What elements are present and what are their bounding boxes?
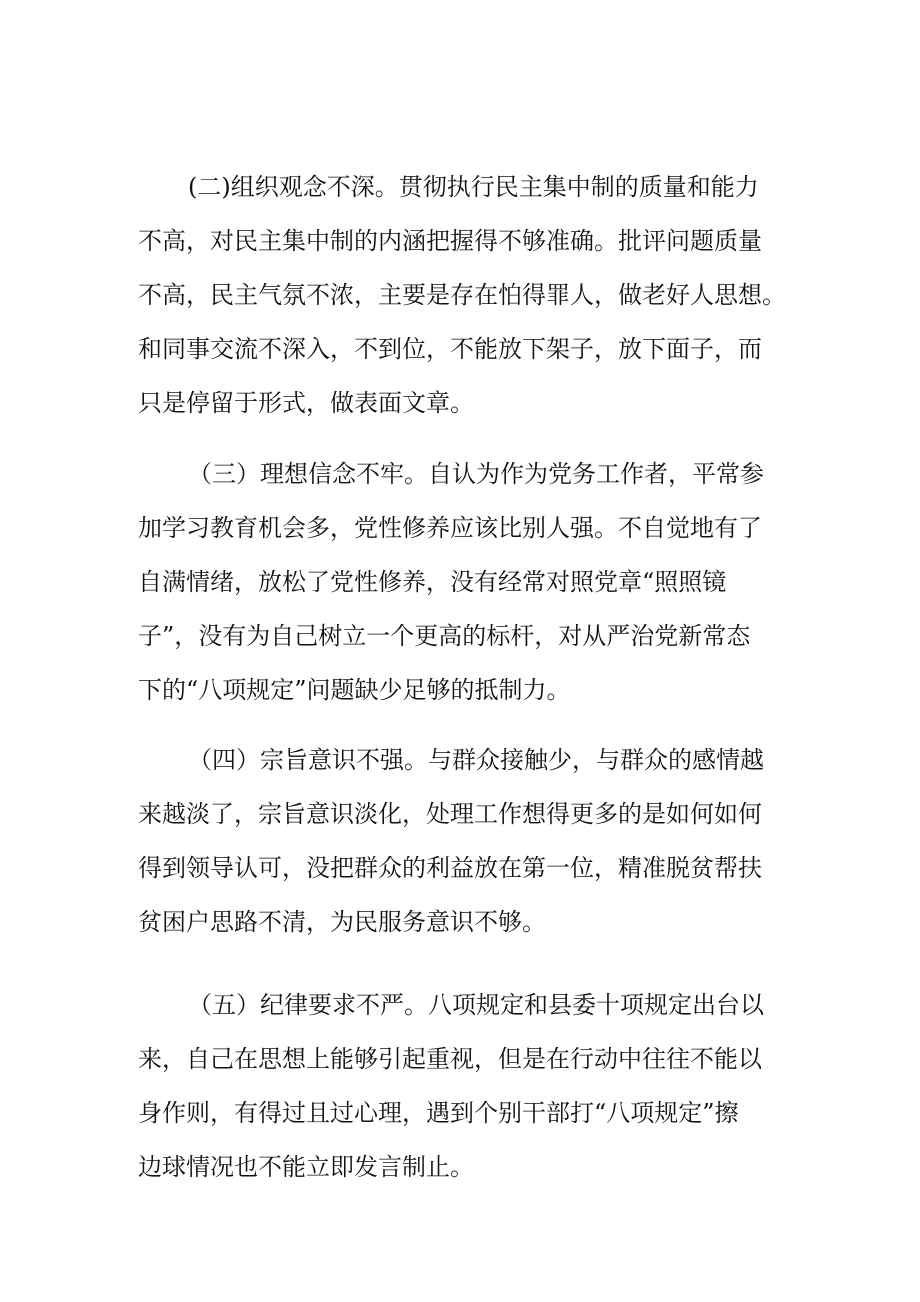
paragraph-line: 贫困户思路不清，为民服务意识不够。: [138, 908, 546, 936]
paragraph-line: 只是停留于形式，做表面文章。: [138, 389, 474, 417]
paragraph-line: (二)组织观念不深。贯彻执行民主集中制的质量和能力: [188, 173, 759, 201]
paragraph-line: 不高，民主气氛不浓，主要是存在怕得罪人，做老好人思想。: [138, 281, 786, 309]
paragraph-line: 边球情况也不能立即发言制止。: [138, 1153, 474, 1181]
paragraph-line: 和同事交流不深入，不到位，不能放下架子，放下面子，而: [138, 335, 762, 363]
paragraph-line: 加学习教育机会多，党性修养应该比别人强。不自觉地有了: [138, 514, 762, 542]
paragraph-line: 身作则，有得过且过心理，遇到个别干部打“八项规定”擦: [138, 1099, 739, 1127]
paragraph-ideals-beliefs: [138, 447, 788, 717]
paragraph-line: 自满情绪，放松了党性修养，没有经常对照党章“照照镜: [138, 568, 727, 596]
paragraph-line: 下的“八项规定”问题缺少足够的抵制力。: [138, 676, 571, 704]
paragraph-line: （四）宗旨意识不强。与群众接触少，与群众的感情越: [188, 746, 764, 774]
paragraph-purpose-awareness: [138, 733, 788, 949]
paragraph-line: 不高，对民主集中制的内涵把握得不够准确。批评问题质量: [138, 227, 762, 255]
paragraph-discipline-requirements: [138, 978, 788, 1194]
paragraph-organization-concept: [138, 160, 788, 430]
paragraph-line: 得到领导认可，没把群众的利益放在第一位，精准脱贫帮扶: [138, 854, 762, 882]
paragraph-line: 来越淡了，宗旨意识淡化，处理工作想得更多的是如何如何: [138, 800, 762, 828]
paragraph-line: 子”，没有为自己树立一个更高的标杆，对从严治党新常态: [138, 622, 751, 650]
paragraph-line: 来，自己在思想上能够引起重视，但是在行动中往往不能以: [138, 1045, 762, 1073]
paragraph-line: （五）纪律要求不严。八项规定和县委十项规定出台以: [188, 991, 764, 1019]
paragraph-line: （三）理想信念不牢。自认为作为党务工作者，平常参: [188, 460, 764, 488]
